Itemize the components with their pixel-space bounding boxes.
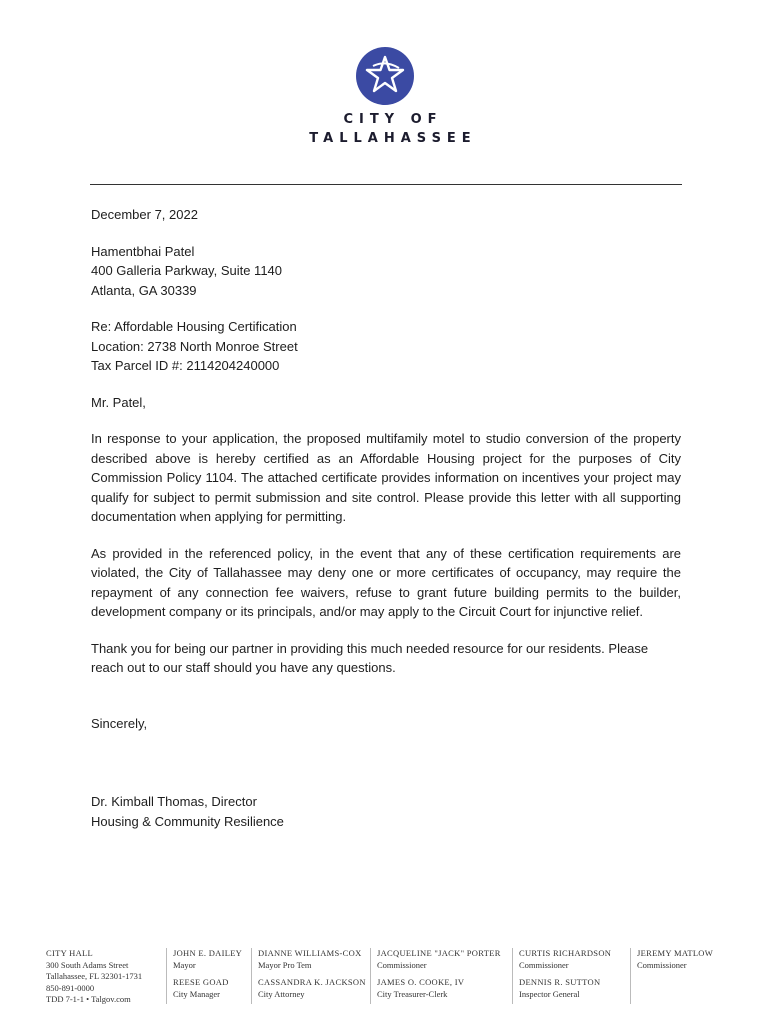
header-divider [90, 184, 682, 185]
official-title: City Attorney [258, 988, 305, 999]
official-name: CURTIS RICHARDSON [519, 948, 612, 958]
footer-col-3 [370, 948, 507, 1004]
letterhead-footer [46, 948, 736, 1004]
closing: Sincerely, [91, 715, 148, 731]
official-name: JEREMY MATLOW [637, 948, 714, 958]
city-hall-address [46, 948, 164, 1004]
re-parcel: Tax Parcel ID #: 2114204240000 [91, 358, 280, 373]
recipient-address-1: 400 Galleria Parkway, Suite 1140 [91, 263, 283, 278]
body-paragraph-2: As provided in the referenced policy, in the event that any of these certification requirements are violated, the City of Tallahassee may deny one or more certificates of occupancy, may require the repayment of any connection fee waivers, refuse to grant future building permits to the builder, development company or its principals, and/or may apply to the Circuit Court for injunctive relief. [91, 545, 681, 619]
footer-col-1 [166, 948, 245, 1004]
letterhead-line2: TALLAHASSEE [309, 131, 477, 146]
logo-circle [356, 47, 414, 105]
official-name: JOHN E. DAILEY [173, 948, 243, 958]
city-seal-logo [355, 46, 415, 106]
official-name: JACQUELINE "JACK" PORTER [377, 948, 501, 958]
signer-name: Dr. Kimball Thomas, Director [91, 794, 257, 809]
official-name: DENNIS R. SUTTON [519, 977, 601, 987]
official-title: City Treasurer-Clerk [377, 988, 448, 999]
official-name: DIANNE WILLIAMS-COX [258, 948, 362, 958]
official-title: Mayor Pro Tem [258, 959, 312, 970]
footer-col-4 [512, 948, 623, 1004]
official-title: Commissioner [377, 959, 427, 970]
official-title: Mayor [173, 959, 196, 970]
official-title: City Manager [173, 988, 220, 999]
official-name: REESE GOAD [173, 977, 229, 987]
city-hall-title: CITY HALL [46, 948, 94, 958]
signer-department: Housing & Community Resilience [91, 813, 284, 829]
letterhead-line1: CITY OF [343, 112, 443, 127]
city-hall-phone: 850-891-0000 [46, 982, 95, 993]
official-name: JAMES O. COOKE, IV [377, 977, 465, 987]
city-hall-street: 300 South Adams Street [46, 959, 129, 970]
salutation: Mr. Patel, [91, 394, 146, 410]
letter-body [91, 205, 681, 831]
official-name: CASSANDRA K. JACKSON [258, 977, 366, 987]
letter-date: December 7, 2022 [91, 207, 198, 222]
recipient-address-2: Atlanta, GA 30339 [91, 282, 197, 298]
body-paragraph-3: Thank you for being our partner in providing this much needed resource for our residents. Please reach out to our staff should you have any questions. [91, 640, 649, 675]
re-location: Location: 2738 North Monroe Street [91, 338, 298, 354]
body-paragraph-1: In response to your application, the proposed multifamily motel to studio conversion of the property described above is hereby certified as an Affordable Housing project for the purposes of City Commission Policy 1104. The attached certificate provides information on incentives your project may qualify for subject to permit submission and site control. Please provide this letter with all supporting documentation when applying for permitting. [91, 431, 681, 524]
city-hall-city: Tallahassee, FL 32301-1731 [46, 971, 143, 981]
official-title: Commissioner [519, 959, 569, 970]
city-hall-tdd: TDD 7-1-1 • Talgov.com [46, 994, 131, 1004]
official-title: Inspector General [519, 988, 580, 999]
recipient-name: Hamentbhai Patel [91, 243, 195, 259]
re-subject: Re: Affordable Housing Certification [91, 319, 297, 334]
official-title: Commissioner [637, 959, 687, 970]
footer-col-2 [251, 948, 366, 1004]
footer-col-5 [630, 948, 733, 1004]
